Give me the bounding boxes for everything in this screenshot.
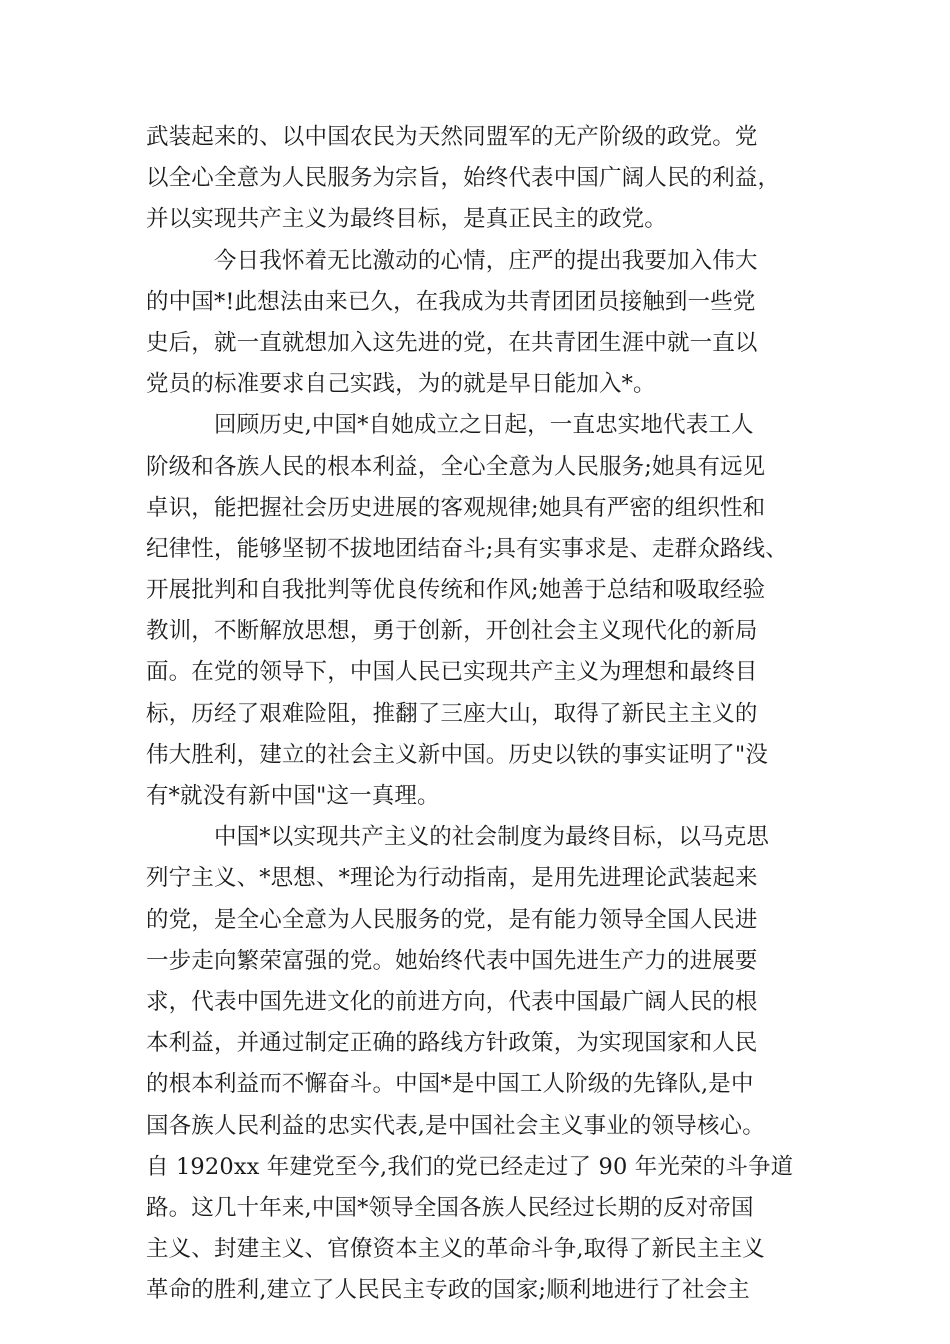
text-line: 标，历经了艰难险阻，推翻了三座大山，取得了新民主主义的 — [146, 700, 758, 727]
text-line: 自 1920xx 年建党至今,我们的党已经走过了 90 年光荣的斗争道 — [146, 1153, 794, 1180]
text-line: 以全心全意为人民服务为宗旨，始终代表中国广阔人民的利益， — [146, 165, 781, 192]
text-line: 国各族人民利益的忠实代表,是中国社会主义事业的领导核心。 — [146, 1112, 765, 1139]
text-line: 面。在党的领导下，中国人民已实现共产主义为理想和最终目 — [146, 659, 758, 686]
text-line: 革命的胜利,建立了人民民主专政的国家;顺利地进行了社会主 — [146, 1277, 750, 1304]
text-line: 伟大胜利，建立的社会主义新中国。历史以铁的事实证明了"没 — [146, 741, 769, 768]
text-line: 党员的标准要求自己实践，为的就是早日能加入*。 — [146, 371, 656, 398]
text-line: 本利益，并通过制定正确的路线方针政策，为实现国家和人民 — [146, 1030, 758, 1057]
paragraph-first-line: 中国*以实现共产主义的社会制度为最终目标，以马克思 — [214, 824, 770, 851]
body-text — [146, 117, 826, 1311]
text-line: 有*就没有新中国"这一真理。 — [146, 783, 440, 809]
text-line: 武装起来的、以中国农民为天然同盟军的无产阶级的政党。党 — [146, 124, 758, 150]
text-line: 并以实现共产主义为最终目标，是真正民主的政党。 — [146, 206, 667, 233]
text-line: 教训，不断解放思想，勇于创新，开创社会主义现代化的新局 — [146, 618, 758, 645]
paragraph-first-line: 今日我怀着无比激动的心情，庄严的提出我要加入伟大 — [214, 247, 758, 274]
text-line: 卓识，能把握社会历史进展的客观规律;她具有严密的组织性和 — [146, 494, 766, 521]
text-line: 纪律性，能够坚韧不拔地团结奋斗;具有实事求是、走群众路线、 — [146, 535, 788, 562]
text-line: 的根本利益而不懈奋斗。中国*是中国工人阶级的先锋队,是中 — [146, 1071, 754, 1098]
text-line: 列宁主义、*思想、*理论为行动指南，是用先进理论武装起来 — [146, 865, 758, 892]
text-line: 路。这几十年来,中国*领导全国各族人民经过长期的反对帝国 — [146, 1194, 754, 1221]
text-line: 开展批判和自我批判等优良传统和作风;她善于总结和吸取经验 — [146, 577, 766, 604]
text-line: 史后，就一直就想加入这先进的党，在共青团生涯中就一直以 — [146, 329, 758, 356]
text-line: 阶级和各族人民的根本利益，全心全意为人民服务;她具有远见 — [146, 453, 766, 480]
text-line: 的中国*!此想法由来已久，在我成为共青团团员接触到一些党 — [146, 288, 756, 315]
text-line: 主义、封建主义、官僚资本主义的革命斗争,取得了新民主主义 — [146, 1236, 765, 1263]
text-line: 一步走向繁荣富强的党。她始终代表中国先进生产力的进展要 — [146, 947, 758, 974]
text-line: 的党，是全心全意为人民服务的党，是有能力领导全国人民进 — [146, 906, 758, 933]
paragraph-first-line: 回顾历史,中国*自她成立之日起，一直忠实地代表工人 — [214, 412, 754, 439]
text-line: 求，代表中国先进文化的前进方向，代表中国最广阔人民的根 — [146, 988, 758, 1015]
